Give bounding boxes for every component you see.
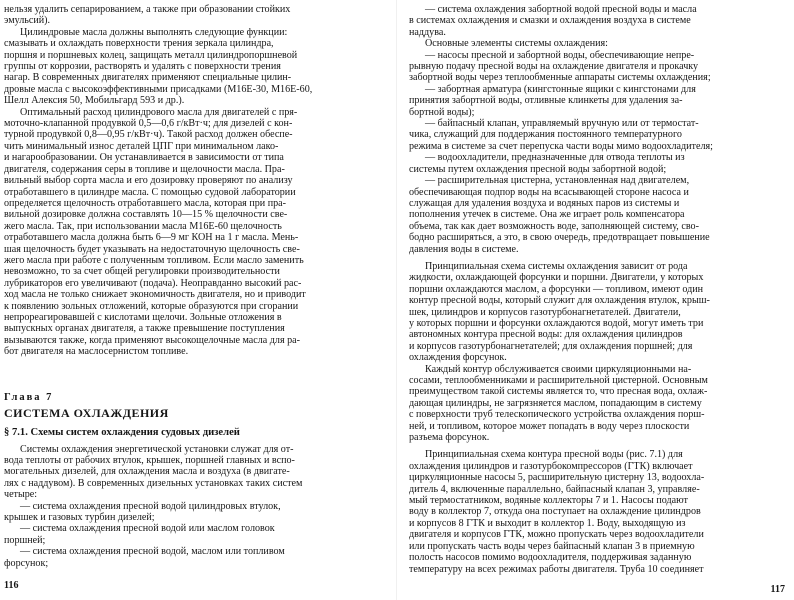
page-number-left: 116 (4, 580, 19, 591)
chapter-number: Глава 7 (4, 391, 54, 403)
left-page (4, 4, 382, 596)
page-number-right: 117 (770, 584, 785, 595)
list-item: — водоохладители, предназначенные для отвода теплоты из системы путем охлаждения пресной воды забортной водой; (409, 152, 685, 175)
intro-paragraph: нельзя удалить сепарированием, а также при образовании стойких эмульсий). (4, 4, 291, 27)
list-item: — забортная арматура (кингстонные ящики с кингстонами для принятия забортной воды, отливные клинкеты для удаления за- бортной воды); (409, 83, 696, 118)
section-title: § 7.1. Схемы систем охлаждения судовых дизелей (4, 426, 240, 438)
chapter-title: СИСТЕМА ОХЛАЖДЕНИЯ (4, 405, 169, 420)
cylinder-oils-paragraph: Цилиндровые масла должны выполнять следующие функции: смазывать и охлаждать поверхности трения зеркала цилиндра, поршня и поршневых колец, защищать металл цилиндропоршневой группы от коррозии, растворять и удалять с поверхности трения нагар. В современных двигателях применяют специальные цилин- дровые масла с высокоэффективными присадками (М16Е-30, М16Е-60, Шелл Алексия 50, Мобильгард 593 и др.). (4, 26, 313, 107)
optimal-consumption-paragraph: Оптимальный расход цилиндрового масла для двигателей с пря- моточно-клапанной продувкой 0,5—0,6 г/кВт·ч; для дизелей с кон- турной продувкой 0,8—0,95 г/кВт·ч). Такой расход должен обеспе- чить минимальный износ деталей ЦПГ при минимальном лако- и нагарообразовании. Он устанавливается в зависимости от типа двигателя, содержания серы в топливе и щелочности масла. Пра- вильный выбор сорта масла и его дозировку проверяют по анализу отработавшего в цилиндре масла. С помощью судовой лаборатории определяется щелочность отработавшего масла, которая при пра- вильной дозировке должна составлять 10—15 % щелочности све- жего масла. Так, при использовании масла М16Е-60 щелочность отработавшего масла должна быть 6—9 мг КОН на 1 г масла. Мень- шая щелочность будет указывать на недостаточную щелочность све- жего масла при работе с полученным топливом. Если масло заменить невозможно, то за счет общей регулировки производительности лубрикаторов его увеличивают (подача). Неоправданно высокий рас- ход масла не только снижает экономичность двигателя, но и приводит к появлению зольных отложений, которые образуются при сгорании непрореагировавшей с кислотами щелочи. Зольные отложения в выпускных органах двигателя, а также превышение поступления вызываются также, когда применяют высокощелочные масла для ра- бот двигателя на маслосернистом топливе. (4, 106, 306, 358)
list-item: — система охлаждения пресной водой, маслом или топливом форсунок; (4, 546, 285, 569)
list-item: — система охлаждения пресной водой или маслом головок поршней; (4, 523, 275, 546)
list-item: — байпасный клапан, управляемый вручную или от термостат- чика, служащий для поддержания постоянного температурного режима в системе за счет перепуска части воды мимо водоохладителя; (409, 118, 713, 152)
continuation-paragraph: — система охлаждения забортной водой пресной воды и масла в системах охлаждения и смазки и охлаждения воздуха в системе наддува. (409, 4, 697, 38)
list-item: — расширительная цистерна, установленная над двигателем, обеспечивающая подпор воды на всасывающей стороне насоса и служащая для удаления воздуха и водяных паров из системы и пополнения утечек в системе. Она же играет роль компенсатора объема, так как дает возможность воде, заполняющей систему, сво- бодно расширяться, а это, в свою очередь, предотвращает повышение давления воды в системе. (409, 175, 710, 255)
right-page (409, 4, 787, 596)
fresh-water-paragraph: Принципиальная схема контура пресной воды (рис. 7.1) для охлаждения цилиндров и газотурбокомпрессоров (ГТК) включает циркуляционные насосы 5, расширительную цистерну 13, водоохла- дитель 4, включенные параллельно, байпасный клапан 3, управляе- мый термостатником, водяные коллекторы 7 и 1. Насосы подают воду в коллектор 7, откуда она поступает на охлаждение цилиндров и корпусов 8 ГТК и выходит в коллектор 1. Воду, выходящую из двигателя и корпусов ГТК, можно пропускать через водоохладители или пропускать часть воды через байпасный клапан 3 в приемную полость насосов помимо водоохладителя, поддерживая заданную температуру на всех режимах работы двигателя. Труба 10 соединяет (409, 449, 705, 575)
list-item: — система охлаждения пресной водой цилиндровых втулок, крышек и газовых турбин дизелей; (4, 500, 281, 524)
chapter-spacer (4, 358, 382, 390)
gutter-divider (396, 0, 397, 600)
principal-scheme-paragraph: Принципиальная схема системы охлаждения зависит от рода жидкости, охлаждающей форсунки и поршни. Двигатели, у которых поршни охлаждаются маслом, а форсунки — топливом, имеют один контур пресной воды, который служит для охлаждения втулок, крыш- шек, цилиндров и корпусов газотурбонагнетателей. Двигатели, у которых поршни и форсунки охлаждаются водой, могут иметь три автономных контура пресной воды: для охлаждения цилиндров и корпусов газотурбонагнетателей; для охлаждения поршней; для охлаждения форсунок. (409, 260, 710, 364)
systems-paragraph: Системы охлаждения энергетической установки служат для от- вода теплоты от рабочих втулок, крышек, поршней главных и вспо- могательных дизелей, для охлаждения масла и воздуха (в двигате- лях с наддувом). В современных дизельных установках таких систем четыре: (4, 443, 303, 501)
list-item: — насосы пресной и забортной воды, обеспечивающие непре- рывную подачу пресной воды на охлаждение двигателя и прокачку забортной воды через теплообменные аппараты системы охлаждения; (409, 49, 711, 84)
each-circuit-paragraph: Каждый контур обслуживается своими циркуляционными на- сосами, теплообменниками и расширительной цистерной. Основным преимуществом такой системы является то, что пресная вода, охлаж- дающая цилиндры, не загрязняется маслом, попадающим в систему с поверхности труб телескопического устройства охлаждения порш- ней, и топливом, которое может попадать в воду через плоскости разъема форсунок. (409, 363, 708, 444)
elements-heading: Основные элементы системы охлаждения: (425, 38, 608, 50)
